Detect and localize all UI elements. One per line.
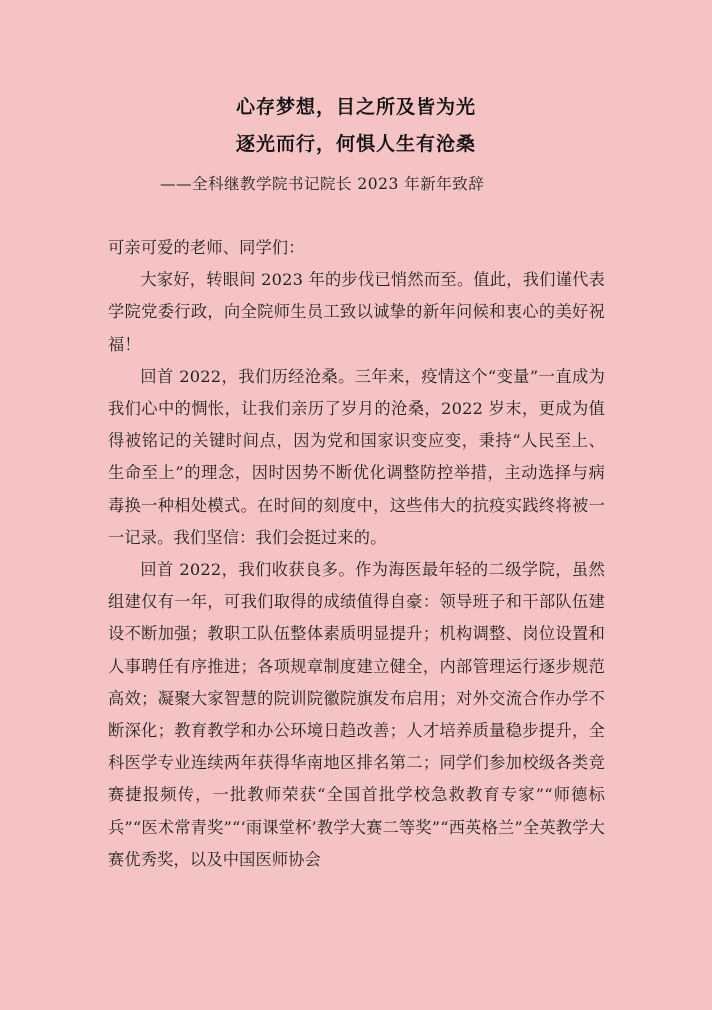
document-title-line-2: 逐光而行，何惧人生有沧桑 bbox=[235, 133, 476, 155]
document-title-line-1: 心存梦想，目之所及皆为光 bbox=[235, 96, 476, 118]
paragraph-greeting: 大家好，转眼间 2023 年的步伐已悄然而至。值此，我们谨代表学院党委行政，向全院师生员工致以诚挚的新年问候和衷心的美好祝福！ bbox=[108, 270, 605, 354]
paragraph-achievements: 回首 2022，我们收获良多。作为海医最年轻的二级学院，虽然组建仅有一年，可我们取得的成绩值得自豪：领导班子和干部队伍建设不断加强；教职工队伍整体素质明显提升；机构调整、岗位设置和人事聘任有序推进；各项规章制度建立健全，内部管理运行逐步规范高效；凝聚大家智慧的院训院徽院旗发布启用；对外交流合作办学不断深化；教育教学和办公环境日趋改善；人才培养质量稳步提升，全科医学专业连续两年获得华南地区排名第二；同学们参加校级各类竞赛捷报频传，一批教师荣获“全国首批学校急救教育专家”“师德标兵”“医术常青奖”“‘雨课堂杯’教学大赛二等奖”“西英格兰”全英教学大赛优秀奖，以及中国医师协会 bbox=[108, 560, 605, 869]
document-byline: ——全科继教学院书记院长 2023 年新年致辞 bbox=[160, 175, 485, 193]
document-body bbox=[108, 232, 605, 876]
paragraph-hardships: 回首 2022，我们历经沧桑。三年来，疫情这个“变量”一直成为我们心中的惆怅，让我们亲历了岁月的沧桑，2022 岁末，更成为值得被铭记的关键时间点，因为党和国家识变应变，秉持“人民至上、生命至上”的理念，因时因势不断优化调整防控举措，主动选择与病毒换一种相处模式。在时间的刻度中，这些伟大的抗疫实践终将被一一记录。我们坚信：我们会挺过来的。 bbox=[108, 366, 605, 547]
salutation: 可亲可爱的老师、同学们： bbox=[108, 238, 305, 257]
